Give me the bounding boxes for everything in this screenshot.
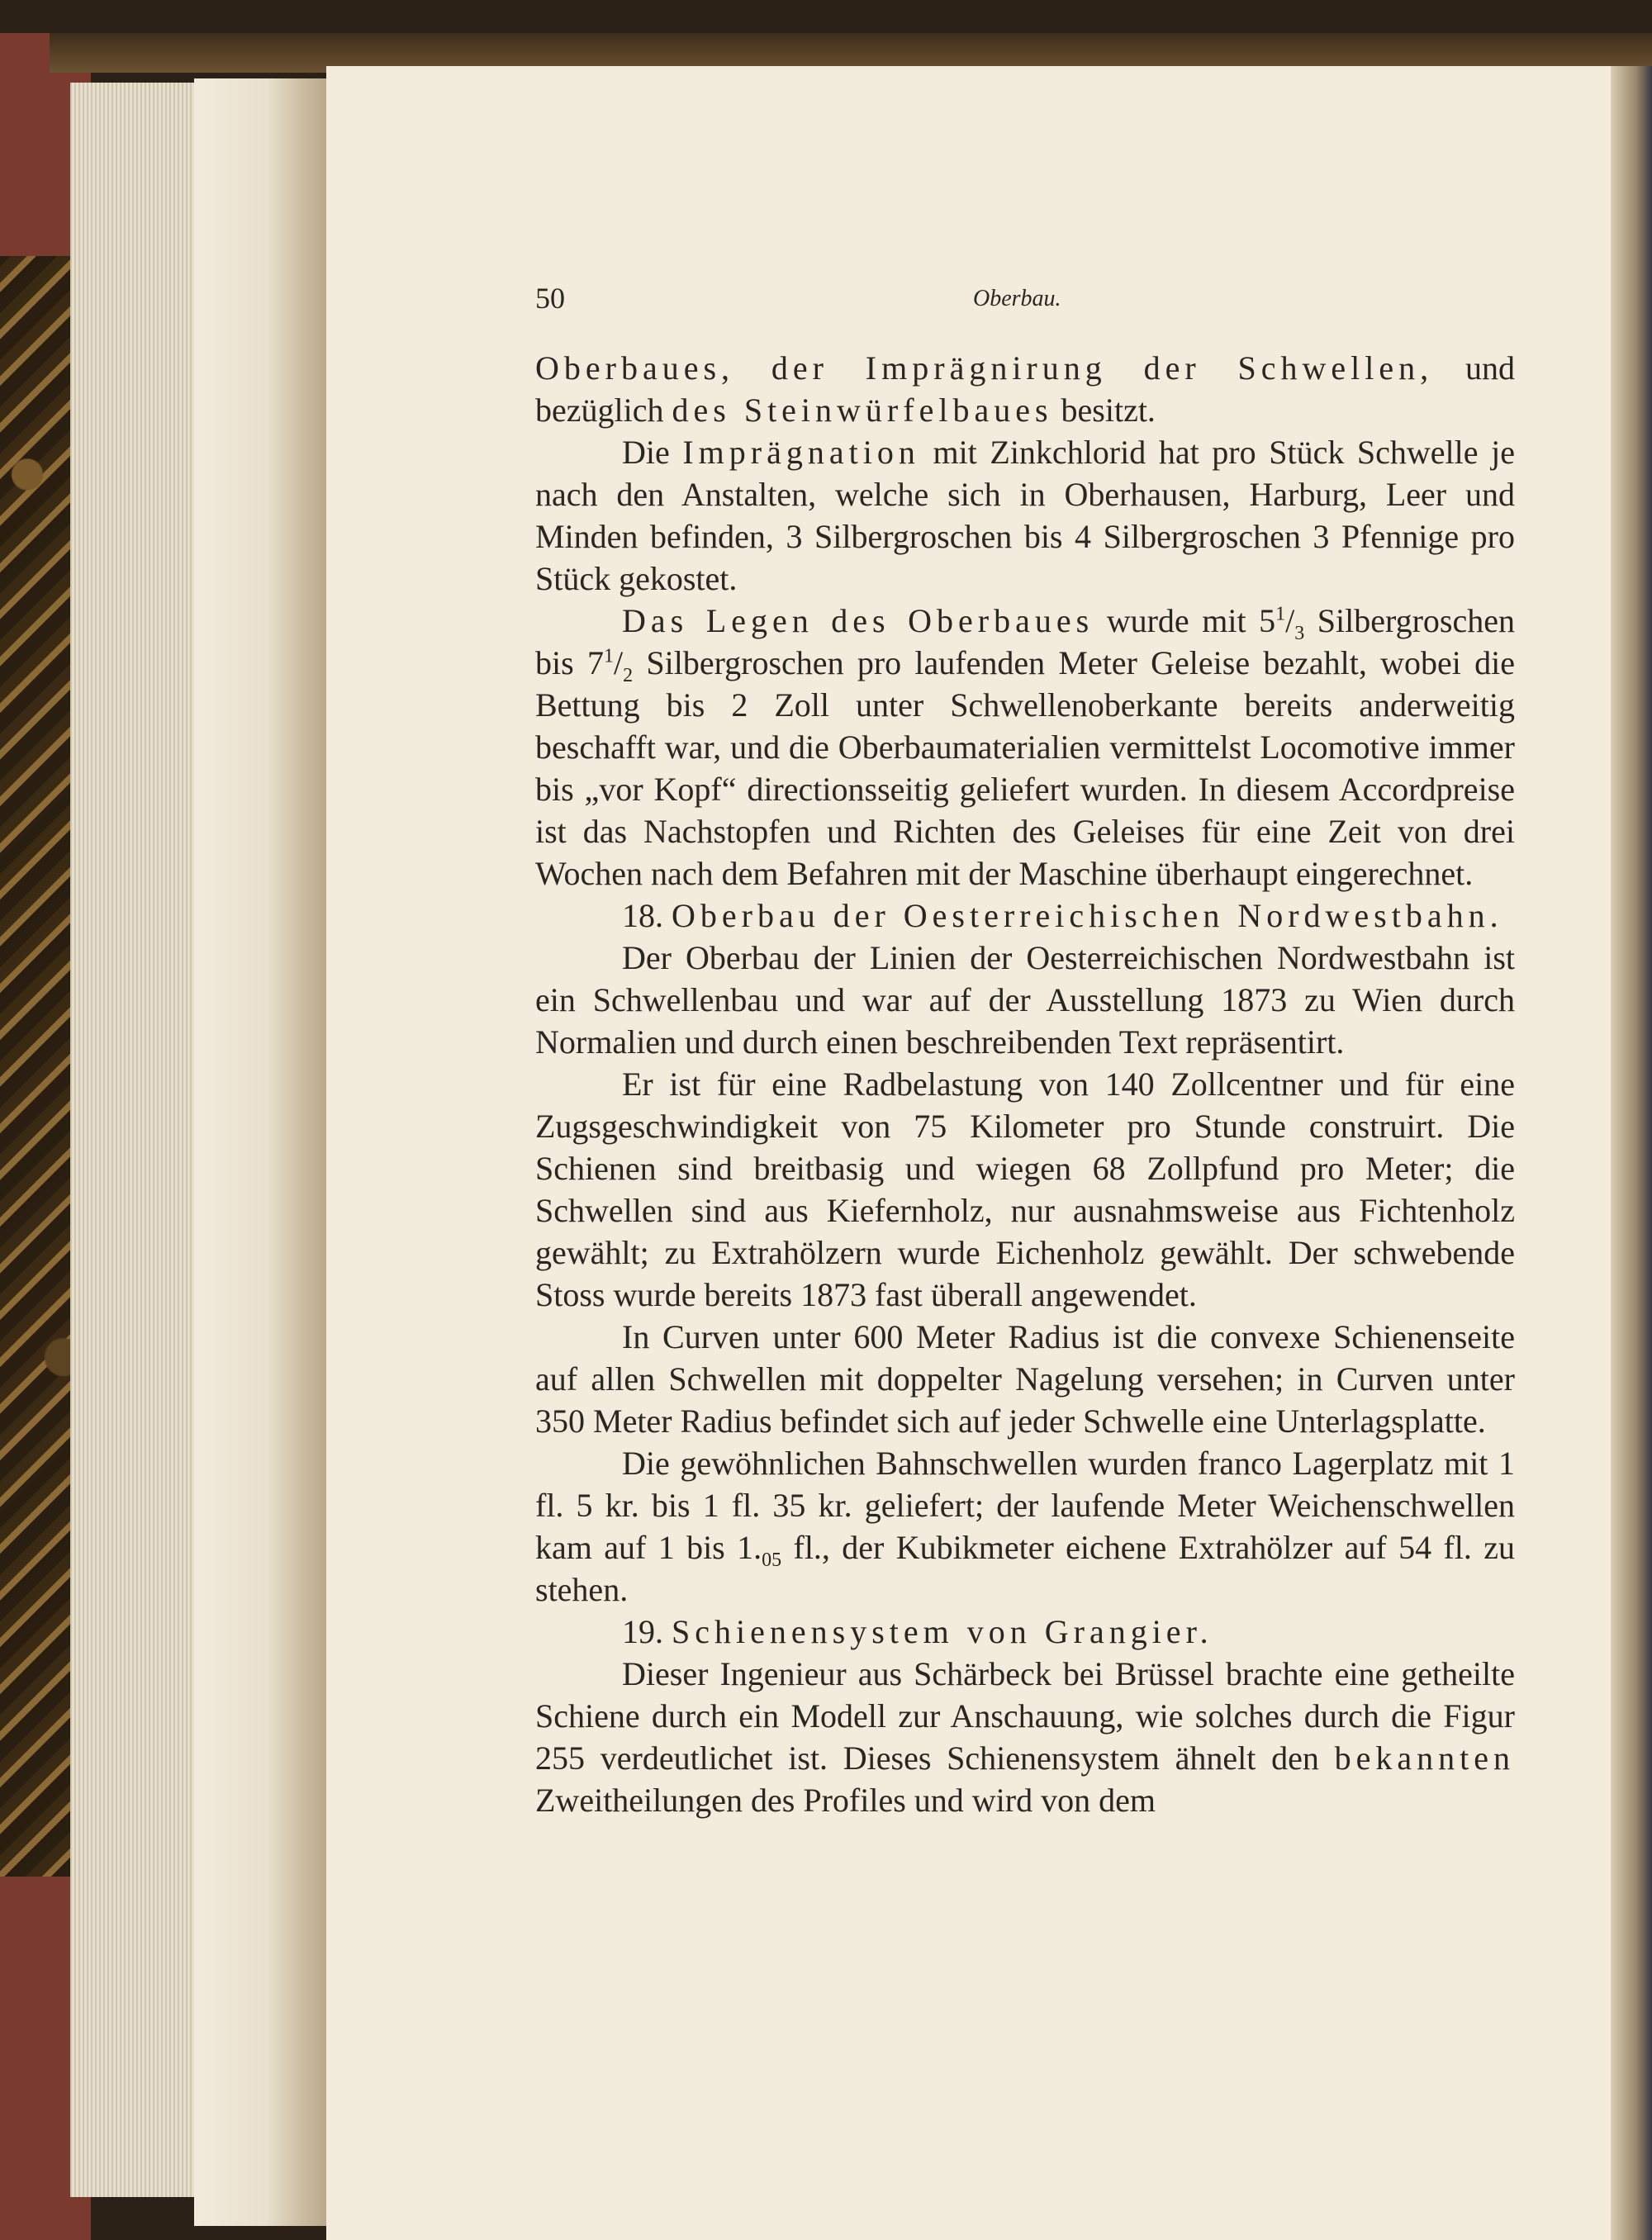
page-header [535, 273, 1515, 322]
text-run: mit Zinkchlorid hat pro Stück Schwelle je nach den Anstalten, welche sich in Oberhausen, Harburg, Leer und Minden befinden, 3 Silbergroschen bis 4 Silbergroschen 3 Pfennige pro Stück gekostet. [535, 434, 1515, 597]
section-number: 18. [622, 897, 672, 934]
text-run: Die gewöhnlichen Bahnschwellen wurden franco Lagerplatz mit 1 fl. 5 kr. bis 1 fl. 35 kr. geliefert; der laufende Meter Weichenschwellen kam auf 1 bis 1. [535, 1445, 1515, 1566]
page-number: 50 [535, 282, 565, 315]
fraction-numerator: 1 [603, 645, 614, 667]
paragraph-2 [535, 431, 1515, 600]
text-run: Die [622, 434, 683, 471]
paragraph-8 [535, 1653, 1515, 1821]
text-run: Dieser Ingenieur aus Schärbeck bei Brüssel brachte eine getheilte Schiene durch ein Modell zur Anschauung, wie solches durch die Figur 255 verdeutlichet ist. Dieses Schienensystem ähnelt den [535, 1655, 1515, 1777]
paragraph-5: Er ist für eine Radbelastung von 140 Zollcentner und für eine Zugsgeschwindigkeit von 75 Kilometer pro Stunde construirt. Die Schienen sind breitbasig und wiegen 68 Zollpfund pro Meter; die Schwellen sind aus Kiefernholz, nur ausnahmsweise aus Fichtenholz gewählt; zu Extrahölzern wurde Eichenholz gewählt. Der schwebende Stoss wurde bereits 1873 fast überall angewendet. [535, 1065, 1515, 1313]
fraction-denominator: 3 [1294, 623, 1305, 644]
text-run: Zweitheilungen des Profiles und wird von dem [535, 1782, 1156, 1819]
section-title: Oberbau der Oesterreichischen Nordwestbahn. [672, 897, 1503, 934]
spaced-phrase: bekannten [1334, 1739, 1515, 1777]
paragraph-6: In Curven unter 600 Meter Radius ist die convexe Schienenseite auf allen Schwellen mit doppelter Nagelung versehen; in Curven unter 350 Meter Radius befindet sich auf jeder Schwelle eine Unterlagsplatte. [535, 1318, 1515, 1440]
text-run: wurde mit 5 [1094, 602, 1276, 639]
spaced-phrase: Oberbaues, der Imprägnirung der Schwellen, [535, 349, 1434, 387]
section-number: 19. [622, 1613, 672, 1650]
section-title: Schienensystem von Grangier. [672, 1613, 1213, 1650]
paragraph-3: Das Legen des Oberbaues wurde mit $5^1/_3$ Silbergroschen bis $7^1/_2$ Silbergroschen pro laufenden Meter Geleise bezahlt, wobei die Bettung bis 2 Zoll unter Schwellenoberkante bereits anderweitig beschafft war, und die Oberbaumaterialien vermittelst Locomotive immer bis „vor Kopf“ directionsseitig geliefert wurden. In diesem Accordpreise ist das Nachstopfen und Richten des Geleises für eine Zeit von drei Wochen nach dem Befahren mit der Maschine überhaupt eingerechnet. [535, 602, 1515, 892]
fraction-denominator: 2 [623, 665, 634, 686]
paragraph-1 [535, 347, 1515, 431]
running-head: Oberbau. [973, 286, 1061, 311]
page-text-block [535, 273, 1515, 1821]
fraction-numerator: 1 [1275, 603, 1286, 625]
page-gutter [194, 78, 326, 2226]
paragraph-7 [535, 1442, 1515, 1611]
text-run: besitzt. [1052, 392, 1156, 429]
section-heading-19 [535, 1611, 1515, 1653]
text-run: Silbergroschen pro laufenden Meter Geleise bezahlt, wobei die Bettung bis 2 Zoll unter Schwellenoberkante bereits anderweitig beschafft war, und die Oberbaumaterialien vermittelst Locomotive immer bis „vor Kopf“ directionsseitig geliefert wurden. In diesem Accordpreise ist das Nachstopfen und Richten des Geleises für eine Zeit von drei Wochen nach dem Befahren mit der Maschine überhaupt eingerechnet. [535, 644, 1515, 892]
section-heading-18 [535, 895, 1515, 937]
book-right-edge [1611, 66, 1652, 2240]
text-run: Silbergroschen bis 7 [535, 602, 1515, 681]
page-block-edges [70, 83, 194, 2197]
text-run: fl., der Kubikmeter eichene Extrahölzer auf 54 fl. zu stehen. [535, 1529, 1516, 1608]
text-run: und bezüglich [535, 349, 1516, 429]
spaced-phrase: des Steinwürfelbaues [672, 392, 1053, 429]
spaced-phrase: Imprägnation [682, 434, 920, 471]
spaced-phrase: Das Legen des Oberbaues [622, 602, 1094, 639]
decimal-subscript: 05 [762, 1549, 782, 1571]
paragraph-4: Der Oberbau der Linien der Oesterreichischen Nordwestbahn ist ein Schwellenbau und war auf der Ausstellung 1873 zu Wien durch Normalien und durch einen beschreibenden Text repräsentirt. [535, 939, 1515, 1061]
